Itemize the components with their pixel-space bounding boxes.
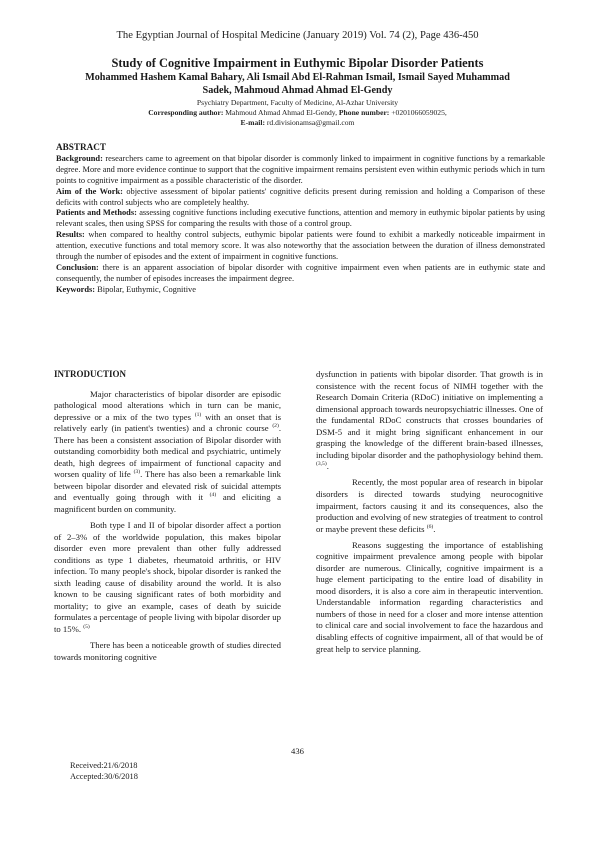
citation: (5) [83, 624, 90, 631]
intro-paragraph-3-start: There has been a noticeable growth of studies directed towards monitoring cognitive [54, 640, 281, 662]
page-number: 436 [291, 746, 304, 756]
email-label: E-mail: [240, 118, 265, 127]
running-head: The Egyptian Journal of Hospital Medicine (January 2019) Vol. 74 (2), Page 436-450 [116, 30, 479, 41]
intro-paragraph-5: Reasons suggesting the importance of establishing cognitive impairment prevalence among people with bipolar disorder are numerous. Clinically, cognitive impairment is a huge element participating to the entire load of disability in mood disorders, it is also a core aim in therapeutic intervention. Understandable information regarding characteristics and numbers of those in need for a closer and more intense attention to clinical care and social involvement to face the hazardous and disabling effects of cognitive impairment, all of that would be of great help to service planning. [316, 539, 543, 654]
affiliation-block [40, 98, 555, 128]
email-value[interactable]: rd.divisionamsa@gmail.com [266, 118, 355, 127]
citation: (3) [133, 469, 141, 476]
phone-value: +0201066059025, [391, 108, 447, 117]
received-date: Received:21/6/2018 [70, 761, 138, 770]
right-column [316, 369, 543, 660]
introduction-heading: INTRODUCTION [54, 369, 127, 379]
corresponding-label: Corresponding author: [148, 108, 224, 117]
abstract-aim: Aim of the Work: objective assessment of bipolar patients' cognitive deficits present during remission and holding a Comparison of these deficits with control subjects who are completely healthy. [56, 186, 546, 207]
left-column [54, 369, 281, 668]
intro-paragraph-3-cont: dysfunction in patients with bipolar disorder. That growth is in consistence with the recent focus of NIMH together with the Research Domain Criteria (RDoC) initiative on implementing a dimensional approach towards neuropsychiatric illnesses. One of the fundamental RDoC constructs that crosses boundaries of DSM-5 and it might bring significant enhancement in our grasping the knowledge of the different brain-based illnesses, including bipolar disorder and the pathophysiology behind them. $^{(3,5)}$. [316, 369, 543, 472]
citation: (4) [209, 492, 217, 499]
affiliation: Psychiatry Department, Faculty of Medicine, Al-Azhar University [196, 98, 399, 107]
citation: (1) [194, 411, 202, 418]
abstract-methods: Patients and Methods: assessing cognitive functions including executive functions, attention and memory in euthymic bipolar patients by using relevant scales, then using SPSS for comparing the results with those of a control group. [56, 208, 545, 229]
intro-paragraph-2: Both type I and II of bipolar disorder affect a portion of 2–3% of the worldwide population, this makes bipolar disorder even more prevalent than other fully addressed conditions as type 1 diabetes, rheumatoid arthritis, or HIV infection. To many people's shock, bipolar disorder is ranked the sixth leading cause of disability around the world. It is also known to be causing significant rates of both morbidity and mortality; to give an example, cases of death by suicide formulates a percentage of people living with bipolar disorder up to 15%. $^{(5)}$ [54, 520, 281, 634]
authors-line-1: Mohammed Hashem Kamal Bahary, Ali Ismail Abd El-Rahman Ismail, Ismail Sayed Muhammad [85, 72, 510, 83]
abstract-conclusion: Conclusion: there is an apparent association of bipolar disorder with cognitive impairment even when patients are in euthymic state and consequently, the number of episodes increases the impairment degree. [56, 262, 546, 283]
corresponding-name: Mahmoud Ahmad Ahmad El-Gendy, [225, 108, 338, 117]
accepted-date: Accepted:30/6/2018 [70, 772, 138, 781]
abstract-keywords: Keywords: Bipolar, Euthymic, Cognitive [56, 284, 196, 294]
citation: (3,5) [316, 461, 327, 468]
abstract-section [56, 142, 545, 296]
abstract-results: Results: when compared to healthy control subjects, euthymic bipolar patients were found to exhibit a markedly noticeable impairment in attention, executive functions and total memory score. It was also noteworthy that the association between the duration of illness demonstrated through the number of episodes and the extent of impairment in cognitive functions. [56, 230, 546, 262]
phone-label: Phone number: [338, 108, 390, 117]
abstract-heading: ABSTRACT [56, 142, 107, 152]
corresponding-line [40, 108, 555, 118]
author-list [40, 72, 555, 97]
intro-paragraph-1: Major characteristics of bipolar disorder are episodic pathological mood alterations which in turn can be manic, depressive or a mix of the two types $^{(1)}$ with an onset that is relatively early (in patient's twenties) and a chronic course $^{(2)}$. There has been a consistent association of Bipolar disorder with outstanding comorbidity both medical and psychiatric, untimely death, high degrees of impairment of functional capacity and worsen quality of life $^{(3)}$. There has also been a remarkable link between bipolar disorder and elevated risk of suicidal attempts and eventually going through with it $^{(4)}$ and eliciting a magnificent burden on community. [54, 388, 282, 515]
authors-line-2: Sadek, Mahmoud Ahmad Ahmad El-Gendy [202, 84, 393, 96]
email-line [40, 118, 555, 128]
paper-title: Study of Cognitive Impairment in Euthymic Bipolar Disorder Patients [111, 56, 484, 70]
submission-dates [70, 760, 138, 782]
abstract-background: Background: researchers came to agreement on that bipolar disorder is commonly linked to impairment in cognitive functions by a remarkable degree. More and more evidence continue to support that the cognitive impairment remains persistent even within euthymic periods which in turn points to cognitive impairment as a possible characteristic of the disorder. [56, 153, 546, 185]
citation: (2) [272, 423, 279, 430]
intro-paragraph-4: Recently, the most popular area of research in bipolar disorders is directed towards studying neurocognitive impairment, factors causing it and its consequences, also the production and evolving of new strategies of treatment to control or maybe prevent these deficits $^{(6)}$. [316, 477, 543, 534]
citation: (6) [426, 523, 434, 530]
